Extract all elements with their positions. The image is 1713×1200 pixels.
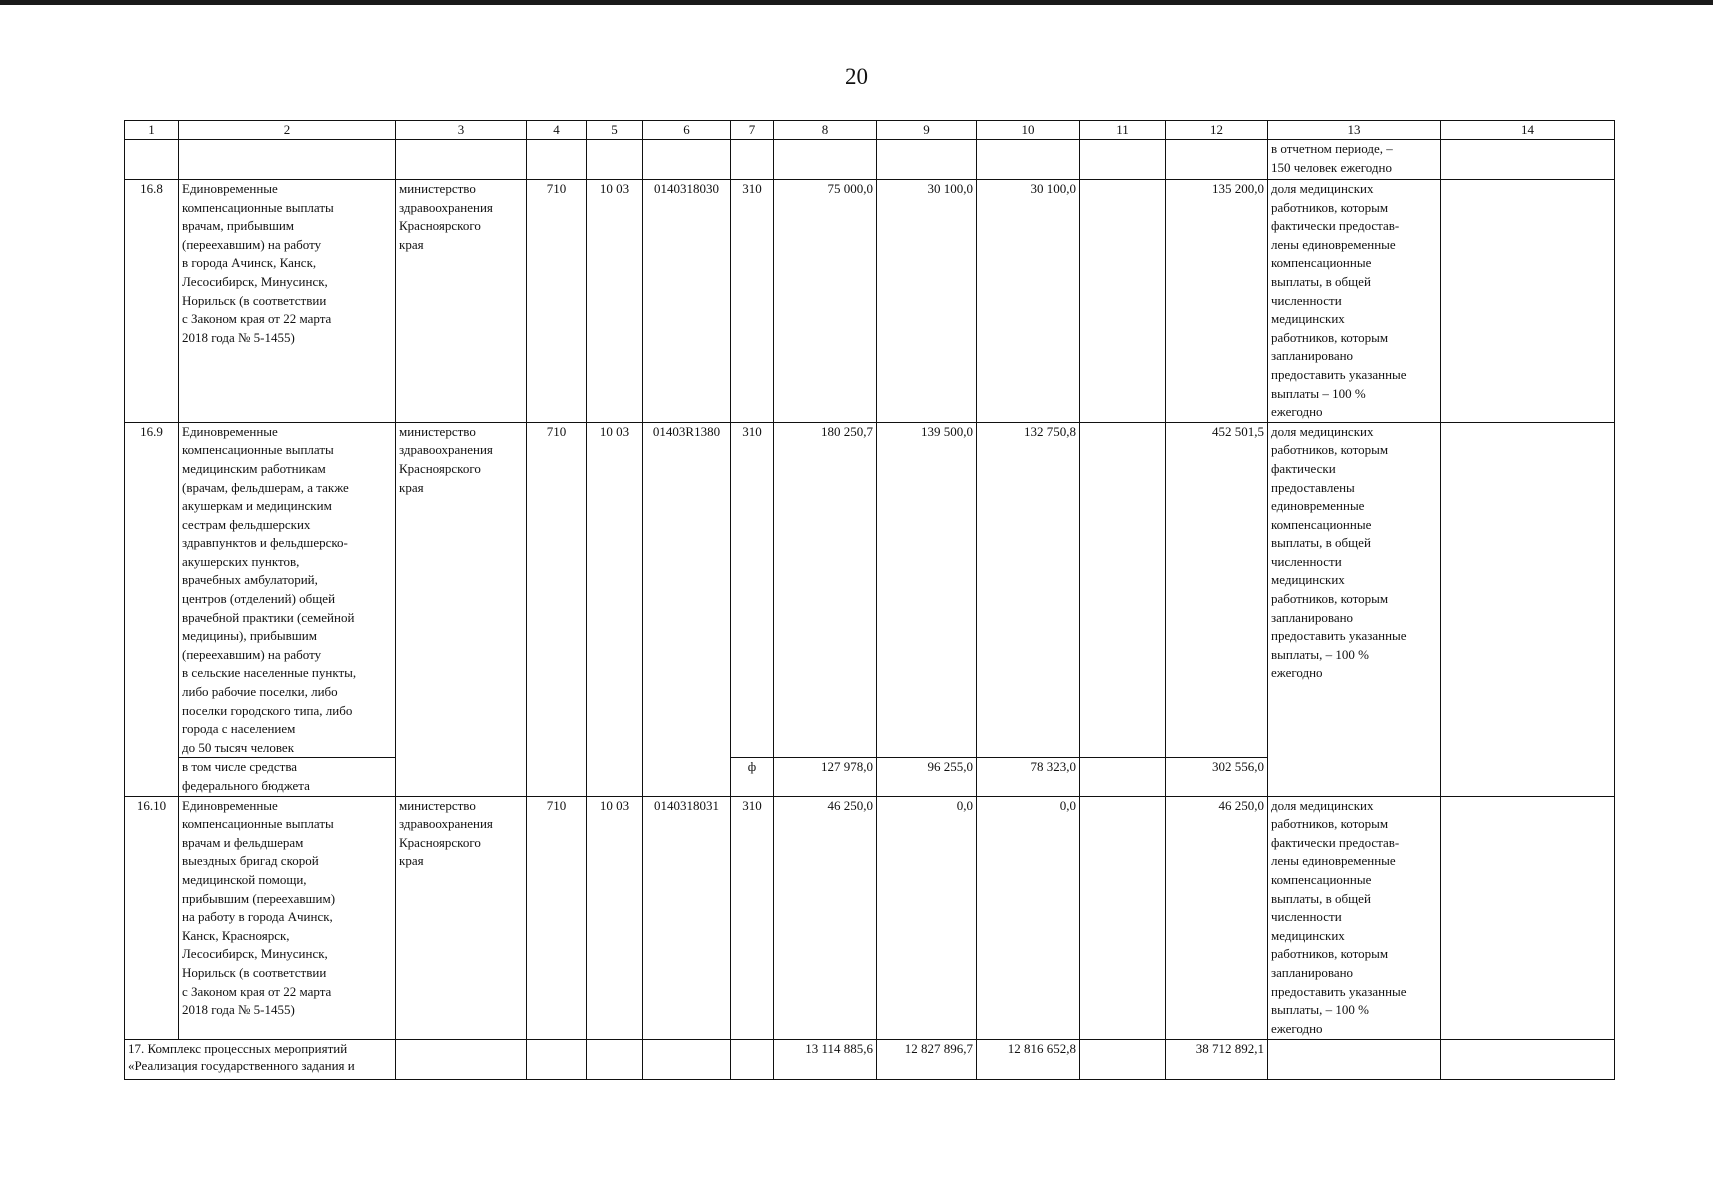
measure-name: Единовременные компенсационные выплаты медицинским работникам (врачам, фельдшерам, а также акушеркам и медицинским сестрам фельдшерских здравпунктов и фельдшерско- акушерских пунктов, врачебных амбулаторий, центров (отделений) общей врачебной практики (семейной медицины), прибывшим (переехавшим) на работу в сельские населенные пункты, либо рабочие поселки, либо поселки городского типа, либо города с населением до 50 тысяч человек	[179, 422, 396, 758]
amount-year1: 75 000,0	[774, 180, 877, 423]
amount-year3: 30 100,0	[977, 180, 1080, 423]
amount-year3: 0,0	[977, 796, 1080, 1039]
empty-cell	[1441, 180, 1615, 423]
row-number: 16.10	[125, 796, 179, 1039]
target-code: 0140318030	[643, 180, 731, 423]
amount-year3: 78 323,0	[977, 758, 1080, 796]
amount-year3: 12 816 652,8	[977, 1039, 1080, 1079]
section-17-title: 17. Комплекс процессных мероприятий «Реализация государственного задания и	[125, 1039, 396, 1079]
row-number: 16.8	[125, 180, 179, 423]
grbs-code: 710	[527, 180, 587, 423]
table-row	[125, 180, 1615, 423]
amount-year1: 46 250,0	[774, 796, 877, 1039]
column-11-cell	[1080, 796, 1166, 1039]
amount-year1: 127 978,0	[774, 758, 877, 796]
amount-year1: 13 114 885,6	[774, 1039, 877, 1079]
indicator-cell: доля медицинских работников, которым фактически предостав- лены единовременные компенсационные выплаты, в общей численности медицинских работников, которым запланировано предоставить указанные выплаты, – 100 % ежегодно	[1268, 796, 1441, 1039]
row-number: 16.9	[125, 422, 179, 796]
amount-year1: 180 250,7	[774, 422, 877, 758]
amount-total: 135 200,0	[1166, 180, 1268, 423]
column-header: 13	[1268, 121, 1441, 140]
amount-total: 46 250,0	[1166, 796, 1268, 1039]
amount-year2: 139 500,0	[877, 422, 977, 758]
column-header: 4	[527, 121, 587, 140]
table-header-row	[125, 121, 1615, 140]
column-header: 10	[977, 121, 1080, 140]
indicator-cell: доля медицинских работников, которым фактически предоставлены единовременные компенсационные выплаты, в общей численности медицинских работников, которым запланировано предоставить указанные выплаты, – 100 % ежегодно	[1268, 422, 1441, 796]
grbs-code: 710	[527, 422, 587, 796]
target-code: 0140318031	[643, 796, 731, 1039]
target-code: 01403R1380	[643, 422, 731, 796]
section-code: 10 03	[587, 180, 643, 423]
executor: министерство здравоохранения Красноярского края	[396, 422, 527, 796]
column-header: 9	[877, 121, 977, 140]
section-code: 10 03	[587, 796, 643, 1039]
amount-year3: 132 750,8	[977, 422, 1080, 758]
column-11-cell	[1080, 422, 1166, 758]
column-header: 7	[731, 121, 774, 140]
expense-type: 310	[731, 180, 774, 423]
amount-year2: 30 100,0	[877, 180, 977, 423]
column-header: 8	[774, 121, 877, 140]
carry-over-row	[125, 140, 1615, 180]
budget-table	[124, 120, 1615, 1080]
empty-cell	[1441, 796, 1615, 1039]
column-header: 3	[396, 121, 527, 140]
expense-type: 310	[731, 422, 774, 758]
column-11-cell	[1080, 180, 1166, 423]
executor: министерство здравоохранения Красноярского края	[396, 796, 527, 1039]
column-header: 1	[125, 121, 179, 140]
empty-cell	[1441, 422, 1615, 796]
page-number: 20	[845, 64, 868, 89]
column-header: 12	[1166, 121, 1268, 140]
section-17-row	[125, 1039, 1615, 1079]
amount-total: 302 556,0	[1166, 758, 1268, 796]
expense-type: ф	[731, 758, 774, 796]
amount-total: 38 712 892,1	[1166, 1039, 1268, 1079]
expense-type: 310	[731, 796, 774, 1039]
executor: министерство здравоохранения Красноярского края	[396, 180, 527, 423]
indicator-cell: в отчетном периоде, – 150 человек ежегодно	[1268, 140, 1441, 180]
empty-cell	[1080, 758, 1166, 796]
amount-year2: 12 827 896,7	[877, 1039, 977, 1079]
table-row	[125, 796, 1615, 1039]
indicator-cell: доля медицинских работников, которым фактически предостав- лены единовременные компенсационные выплаты, в общей численности медицинских работников, которым запланировано предоставить указанные выплаты – 100 % ежегодно	[1268, 180, 1441, 423]
measure-name: Единовременные компенсационные выплаты врачам, прибывшим (переехавшим) на работу в города Ачинск, Канск, Лесосибирск, Минусинск, Норильск (в соответствии с Законом края от 22 марта 2018 года № 5-1455)	[179, 180, 396, 423]
column-header: 5	[587, 121, 643, 140]
amount-year2: 96 255,0	[877, 758, 977, 796]
table-row	[125, 422, 1615, 758]
scan-top-border	[0, 0, 1713, 5]
column-header: 11	[1080, 121, 1166, 140]
federal-budget-label: в том числе средства федерального бюджета	[179, 758, 396, 796]
column-header: 14	[1441, 121, 1615, 140]
amount-year2: 0,0	[877, 796, 977, 1039]
column-header: 6	[643, 121, 731, 140]
section-code: 10 03	[587, 422, 643, 796]
amount-total: 452 501,5	[1166, 422, 1268, 758]
column-header: 2	[179, 121, 396, 140]
measure-name: Единовременные компенсационные выплаты врачам и фельдшерам выездных бригад скорой медицинской помощи, прибывшим (переехавшим) на работу в города Ачинск, Канск, Красноярск, Лесосибирск, Минусинск, Норильск (в соответствии с Законом края от 22 марта 2018 года № 5-1455)	[179, 796, 396, 1039]
grbs-code: 710	[527, 796, 587, 1039]
